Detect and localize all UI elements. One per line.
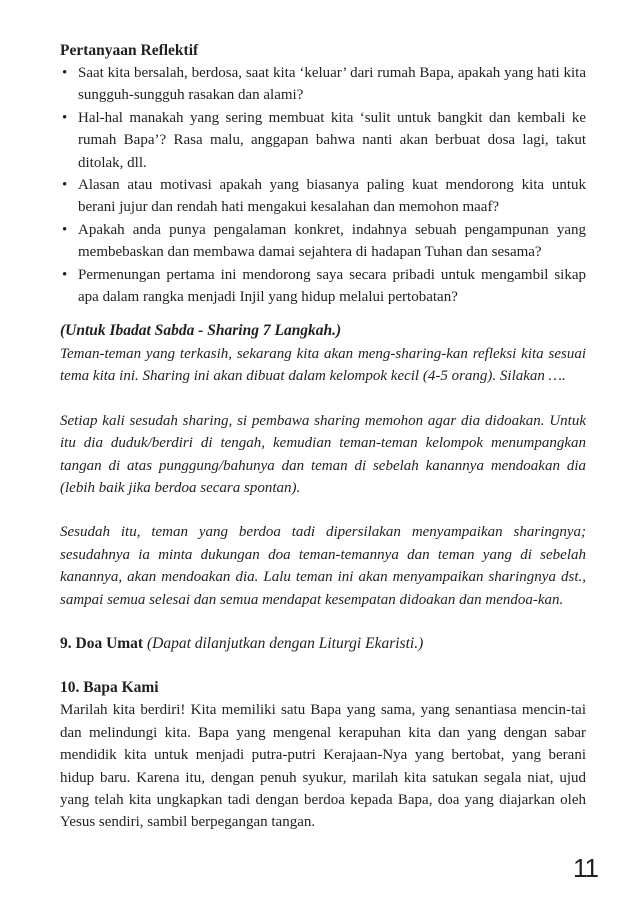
reflection-bullet-4: • Apakah anda punya pengalaman konkret, indahnya sebuah pengampunan yang membebaskan dan membawa damai sejahtera di hadapan Tuhan dan sesama? [60,219,586,264]
doa-umat-note: (Dapat dilanjutkan dengan Liturgi Ekaristi.) [146,634,424,652]
sharing-paragraph-1: Teman-teman yang terkasih, sekarang kita akan meng-sharing-kan refleksi kita sesuai tema kita ini. Sharing ini akan dibuat dalam kelompok kecil (4-5 orang). Silakan …. [60,345,586,385]
doa-umat-heading: 9. Doa Umat [60,634,144,652]
doa-umat-line [60,633,586,655]
bapa-kami-heading: 10. Bapa Kami [60,679,159,697]
bapa-kami-text: Marilah kita berdiri! Kita memiliki satu Bapa yang sama, yang senantiasa mencin-tai dan melindungi kita. Bapa yang mengenal kerapuhan kita dan yang dengan sabar mendidik kita untuk menjadi putra-putri Kerajaan-Nya yang bertobat, yang berani hidup baru. Karena itu, dengan penuh syukur, marilah kita satukan segala niat, ujud yang telah kita ungkapkan tadi dengan berdoa kepada Bapa, doa yang diajarkan oleh Yesus sendiri, sambil berpegangan tangan. [60,702,586,831]
reflection-list [60,62,586,308]
document-page [60,40,586,834]
sharing-paragraph-3: Sesudah itu, teman yang berdoa tadi dipersilakan menyampaikan sharingnya; sesudahnya ia minta dukungan doa teman-temannya dan teman yang di sebelah kanannya, akan mendoakan dia. Lalu teman ini akan menyampaikan sharingnya dst., sampai semua selesai dan semua mendapat kesempatan didoakan dan mendoa-kan. [60,524,586,608]
reflection-bullet-5: • Permenungan pertama ini mendorong saya secara pribadi untuk mengambil sikap apa dalam rangka menjadi Injil yang hidup melalui pertobatan? [60,264,586,309]
reflection-bullet-2: • Hal-hal manakah yang sering membuat kita ‘sulit untuk bangkit dan kembali ke rumah Bapa’? Rasa malu, anggapan bahwa nanti akan berbuat dosa lagi, takut ditolak, dll. [60,107,586,174]
reflection-heading: Pertanyaan Reflektif [60,42,199,59]
reflection-bullet-1: • Saat kita bersalah, berdosa, saat kita ‘keluar’ dari rumah Bapa, apakah yang hati kita sungguh-sungguh rasakan dan alami? [60,62,586,107]
sharing-heading: (Untuk Ibadat Sabda - Sharing 7 Langkah.) [60,322,342,340]
page-number: 11 [573,853,598,883]
sharing-paragraph-2: Setiap kali sesudah sharing, si pembawa sharing memohon agar dia didoakan. Untuk itu dia duduk/berdiri di tengah, kemudian teman-teman kelompok menumpangkan tangan di atas punggung/bahunya dan teman di sebelah kanannya mendoakan dia (lebih baik jika berdoa secara spontan). [60,412,586,496]
reflection-bullet-3: • Alasan atau motivasi apakah yang biasanya paling kuat mendorong kita untuk berani jujur dan rendah hati mengakui kesalahan dan memohon maaf? [60,174,586,219]
